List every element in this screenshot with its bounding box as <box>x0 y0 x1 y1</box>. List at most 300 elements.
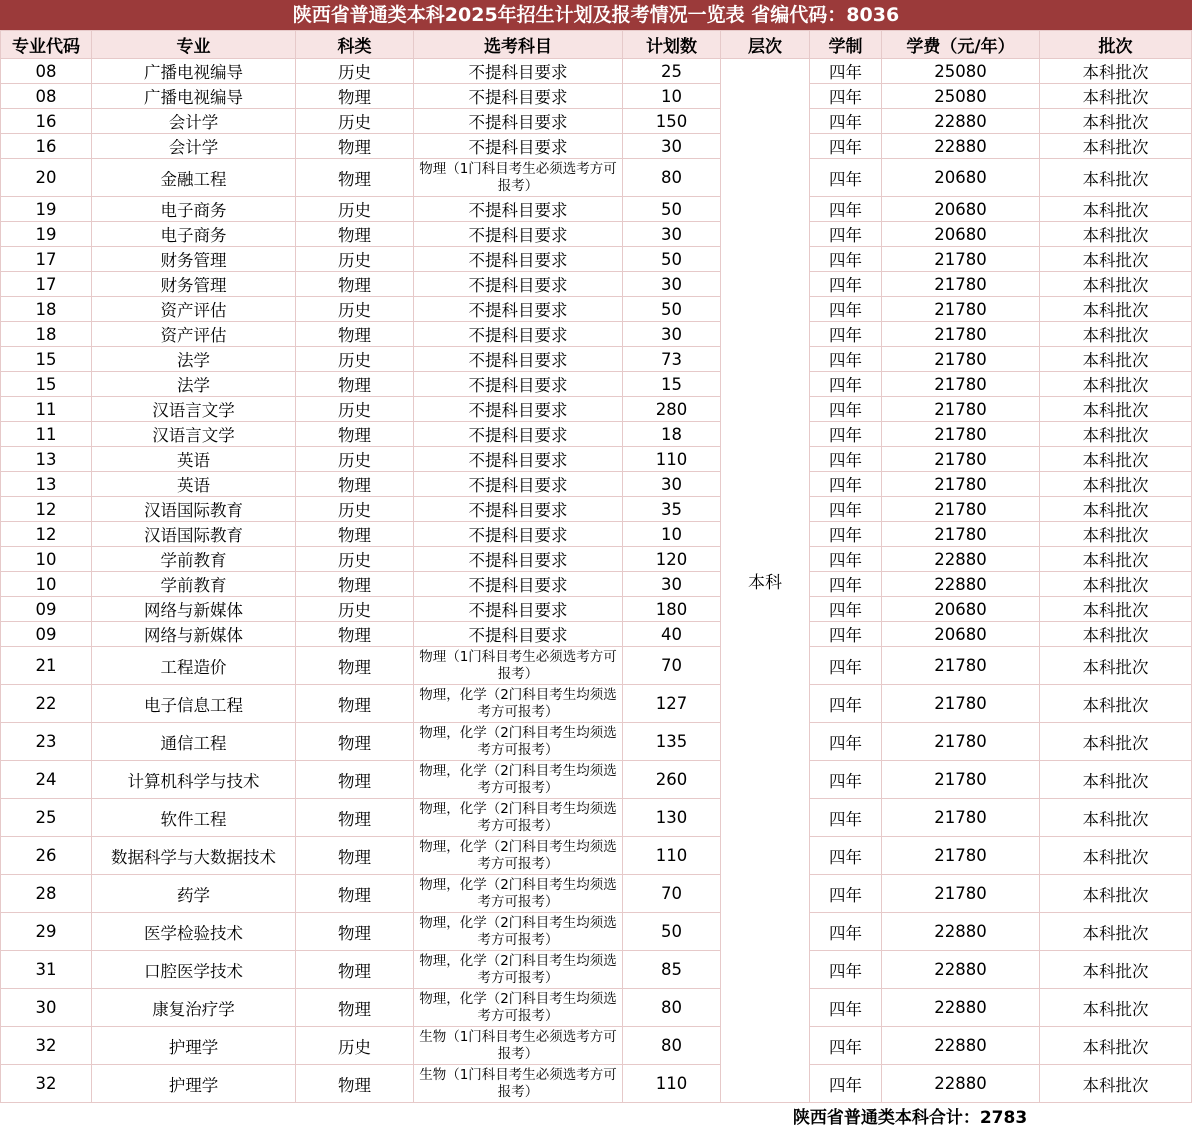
cell-fee: 21780 <box>882 347 1040 372</box>
table-row <box>1 1065 1192 1103</box>
cell-subject: 物理，化学（2门科目考生均须选考方可报考） <box>414 989 623 1027</box>
cell-subject: 不提科目要求 <box>414 547 623 572</box>
cell-fee: 20680 <box>882 622 1040 647</box>
cell-code: 29 <box>1 913 92 951</box>
cell-type: 物理 <box>296 723 414 761</box>
enrollment-table <box>0 30 1192 1103</box>
cell-fee: 21780 <box>882 522 1040 547</box>
cell-code: 09 <box>1 622 92 647</box>
cell-batch: 本科批次 <box>1040 799 1192 837</box>
cell-major: 药学 <box>92 875 296 913</box>
cell-batch: 本科批次 <box>1040 447 1192 472</box>
cell-plan: 73 <box>623 347 721 372</box>
cell-fee: 22880 <box>882 134 1040 159</box>
cell-subject: 不提科目要求 <box>414 247 623 272</box>
cell-years: 四年 <box>810 685 882 723</box>
cell-batch: 本科批次 <box>1040 875 1192 913</box>
cell-type: 物理 <box>296 761 414 799</box>
cell-batch: 本科批次 <box>1040 197 1192 222</box>
cell-code: 19 <box>1 222 92 247</box>
cell-subject: 不提科目要求 <box>414 472 623 497</box>
cell-major: 法学 <box>92 372 296 397</box>
table-row <box>1 109 1192 134</box>
cell-major: 资产评估 <box>92 322 296 347</box>
cell-fee: 21780 <box>882 272 1040 297</box>
table-row <box>1 547 1192 572</box>
table-row <box>1 723 1192 761</box>
cell-code: 15 <box>1 347 92 372</box>
cell-years: 四年 <box>810 109 882 134</box>
cell-plan: 110 <box>623 447 721 472</box>
table-row <box>1 799 1192 837</box>
cell-years: 四年 <box>810 597 882 622</box>
table-row <box>1 913 1192 951</box>
cell-plan: 30 <box>623 134 721 159</box>
cell-years: 四年 <box>810 622 882 647</box>
cell-years: 四年 <box>810 472 882 497</box>
cell-major: 网络与新媒体 <box>92 597 296 622</box>
cell-fee: 21780 <box>882 247 1040 272</box>
cell-type: 物理 <box>296 522 414 547</box>
cell-subject: 物理，化学（2门科目考生均须选考方可报考） <box>414 837 623 875</box>
table-row <box>1 647 1192 685</box>
cell-batch: 本科批次 <box>1040 1065 1192 1103</box>
cell-type: 物理 <box>296 799 414 837</box>
cell-type: 历史 <box>296 497 414 522</box>
cell-subject: 不提科目要求 <box>414 84 623 109</box>
cell-code: 11 <box>1 422 92 447</box>
cell-plan: 30 <box>623 572 721 597</box>
cell-plan: 120 <box>623 547 721 572</box>
cell-type: 物理 <box>296 572 414 597</box>
table-row <box>1 572 1192 597</box>
cell-code: 21 <box>1 647 92 685</box>
cell-type: 历史 <box>296 197 414 222</box>
cell-subject: 生物（1门科目考生必须选考方可报考） <box>414 1065 623 1103</box>
cell-plan: 280 <box>623 397 721 422</box>
cell-batch: 本科批次 <box>1040 597 1192 622</box>
table-row <box>1 372 1192 397</box>
cell-fee: 22880 <box>882 547 1040 572</box>
cell-subject: 不提科目要求 <box>414 522 623 547</box>
cell-years: 四年 <box>810 761 882 799</box>
cell-type: 历史 <box>296 447 414 472</box>
cell-code: 24 <box>1 761 92 799</box>
cell-batch: 本科批次 <box>1040 59 1192 84</box>
table-row <box>1 297 1192 322</box>
cell-major: 英语 <box>92 447 296 472</box>
cell-code: 13 <box>1 447 92 472</box>
cell-type: 物理 <box>296 84 414 109</box>
cell-major: 金融工程 <box>92 159 296 197</box>
cell-years: 四年 <box>810 322 882 347</box>
table-row <box>1 875 1192 913</box>
cell-major: 学前教育 <box>92 572 296 597</box>
cell-plan: 150 <box>623 109 721 134</box>
cell-fee: 21780 <box>882 322 1040 347</box>
cell-code: 11 <box>1 397 92 422</box>
cell-plan: 70 <box>623 875 721 913</box>
cell-fee: 20680 <box>882 197 1040 222</box>
cell-type: 物理 <box>296 422 414 447</box>
cell-fee: 21780 <box>882 447 1040 472</box>
header-cell-major: 专业 <box>92 31 296 59</box>
cell-major: 英语 <box>92 472 296 497</box>
cell-subject: 不提科目要求 <box>414 272 623 297</box>
cell-subject: 物理，化学（2门科目考生均须选考方可报考） <box>414 799 623 837</box>
cell-code: 13 <box>1 472 92 497</box>
cell-years: 四年 <box>810 422 882 447</box>
cell-plan: 30 <box>623 322 721 347</box>
cell-batch: 本科批次 <box>1040 272 1192 297</box>
cell-type: 物理 <box>296 159 414 197</box>
cell-major: 汉语国际教育 <box>92 497 296 522</box>
cell-major: 口腔医学技术 <box>92 951 296 989</box>
cell-code: 22 <box>1 685 92 723</box>
cell-batch: 本科批次 <box>1040 685 1192 723</box>
cell-type: 历史 <box>296 397 414 422</box>
cell-batch: 本科批次 <box>1040 397 1192 422</box>
cell-subject: 不提科目要求 <box>414 597 623 622</box>
cell-plan: 130 <box>623 799 721 837</box>
cell-code: 28 <box>1 875 92 913</box>
cell-type: 物理 <box>296 913 414 951</box>
table-row <box>1 197 1192 222</box>
cell-type: 历史 <box>296 247 414 272</box>
table-row <box>1 837 1192 875</box>
cell-plan: 127 <box>623 685 721 723</box>
cell-subject: 物理，化学（2门科目考生均须选考方可报考） <box>414 723 623 761</box>
table-row <box>1 222 1192 247</box>
cell-years: 四年 <box>810 1065 882 1103</box>
cell-code: 10 <box>1 547 92 572</box>
cell-plan: 260 <box>623 761 721 799</box>
cell-major: 数据科学与大数据技术 <box>92 837 296 875</box>
cell-batch: 本科批次 <box>1040 761 1192 799</box>
cell-fee: 21780 <box>882 297 1040 322</box>
cell-subject: 不提科目要求 <box>414 572 623 597</box>
cell-type: 物理 <box>296 322 414 347</box>
cell-type: 物理 <box>296 685 414 723</box>
cell-major: 软件工程 <box>92 799 296 837</box>
cell-code: 18 <box>1 297 92 322</box>
cell-type: 物理 <box>296 472 414 497</box>
cell-years: 四年 <box>810 222 882 247</box>
cell-years: 四年 <box>810 497 882 522</box>
cell-major: 工程造价 <box>92 647 296 685</box>
table-row <box>1 347 1192 372</box>
cell-code: 17 <box>1 247 92 272</box>
cell-code: 12 <box>1 497 92 522</box>
cell-fee: 22880 <box>882 951 1040 989</box>
cell-major: 汉语言文学 <box>92 397 296 422</box>
header-cell-code: 专业代码 <box>1 31 92 59</box>
cell-code: 09 <box>1 597 92 622</box>
cell-fee: 21780 <box>882 497 1040 522</box>
cell-subject: 不提科目要求 <box>414 397 623 422</box>
cell-type: 历史 <box>296 1027 414 1065</box>
cell-batch: 本科批次 <box>1040 109 1192 134</box>
cell-code: 17 <box>1 272 92 297</box>
cell-subject: 不提科目要求 <box>414 222 623 247</box>
cell-fee: 21780 <box>882 397 1040 422</box>
cell-level: 本科 <box>721 59 810 1103</box>
cell-batch: 本科批次 <box>1040 159 1192 197</box>
cell-code: 19 <box>1 197 92 222</box>
table-row <box>1 84 1192 109</box>
cell-type: 物理 <box>296 372 414 397</box>
cell-major: 通信工程 <box>92 723 296 761</box>
cell-type: 历史 <box>296 59 414 84</box>
cell-major: 汉语言文学 <box>92 422 296 447</box>
cell-years: 四年 <box>810 372 882 397</box>
cell-fee: 21780 <box>882 372 1040 397</box>
cell-years: 四年 <box>810 572 882 597</box>
cell-major: 资产评估 <box>92 297 296 322</box>
cell-years: 四年 <box>810 84 882 109</box>
cell-years: 四年 <box>810 951 882 989</box>
cell-years: 四年 <box>810 989 882 1027</box>
cell-subject: 不提科目要求 <box>414 297 623 322</box>
cell-fee: 20680 <box>882 159 1040 197</box>
table-row <box>1 497 1192 522</box>
cell-plan: 80 <box>623 159 721 197</box>
cell-subject: 生物（1门科目考生必须选考方可报考） <box>414 1027 623 1065</box>
cell-fee: 21780 <box>882 422 1040 447</box>
cell-code: 08 <box>1 84 92 109</box>
cell-batch: 本科批次 <box>1040 951 1192 989</box>
cell-major: 计算机科学与技术 <box>92 761 296 799</box>
cell-type: 物理 <box>296 951 414 989</box>
cell-years: 四年 <box>810 647 882 685</box>
cell-code: 18 <box>1 322 92 347</box>
cell-years: 四年 <box>810 272 882 297</box>
cell-code: 20 <box>1 159 92 197</box>
header-cell-level: 层次 <box>721 31 810 59</box>
cell-plan: 40 <box>623 622 721 647</box>
cell-plan: 15 <box>623 372 721 397</box>
cell-type: 历史 <box>296 347 414 372</box>
cell-years: 四年 <box>810 1027 882 1065</box>
cell-years: 四年 <box>810 297 882 322</box>
cell-subject: 物理（1门科目考生必须选考方可报考） <box>414 647 623 685</box>
cell-major: 法学 <box>92 347 296 372</box>
cell-batch: 本科批次 <box>1040 647 1192 685</box>
cell-type: 物理 <box>296 1065 414 1103</box>
cell-fee: 21780 <box>882 875 1040 913</box>
cell-code: 16 <box>1 109 92 134</box>
header-cell-subject: 选考科目 <box>414 31 623 59</box>
cell-type: 物理 <box>296 272 414 297</box>
cell-batch: 本科批次 <box>1040 1027 1192 1065</box>
table-row <box>1 447 1192 472</box>
table-row <box>1 472 1192 497</box>
cell-years: 四年 <box>810 837 882 875</box>
table-row <box>1 761 1192 799</box>
cell-subject: 不提科目要求 <box>414 447 623 472</box>
cell-fee: 25080 <box>882 59 1040 84</box>
cell-years: 四年 <box>810 875 882 913</box>
cell-major: 医学检验技术 <box>92 913 296 951</box>
cell-code: 10 <box>1 572 92 597</box>
cell-fee: 25080 <box>882 84 1040 109</box>
cell-plan: 80 <box>623 989 721 1027</box>
cell-type: 历史 <box>296 547 414 572</box>
cell-batch: 本科批次 <box>1040 622 1192 647</box>
cell-batch: 本科批次 <box>1040 572 1192 597</box>
cell-subject: 不提科目要求 <box>414 347 623 372</box>
cell-plan: 70 <box>623 647 721 685</box>
cell-batch: 本科批次 <box>1040 522 1192 547</box>
cell-batch: 本科批次 <box>1040 422 1192 447</box>
cell-code: 08 <box>1 59 92 84</box>
header-row <box>1 31 1192 59</box>
cell-code: 26 <box>1 837 92 875</box>
cell-fee: 21780 <box>882 799 1040 837</box>
cell-fee: 22880 <box>882 1065 1040 1103</box>
cell-fee: 22880 <box>882 572 1040 597</box>
table-row <box>1 272 1192 297</box>
cell-subject: 物理，化学（2门科目考生均须选考方可报考） <box>414 875 623 913</box>
table-row <box>1 134 1192 159</box>
cell-plan: 110 <box>623 1065 721 1103</box>
cell-years: 四年 <box>810 522 882 547</box>
cell-type: 物理 <box>296 134 414 159</box>
cell-years: 四年 <box>810 134 882 159</box>
cell-years: 四年 <box>810 347 882 372</box>
cell-years: 四年 <box>810 197 882 222</box>
cell-plan: 10 <box>623 522 721 547</box>
cell-type: 物理 <box>296 989 414 1027</box>
cell-subject: 不提科目要求 <box>414 622 623 647</box>
cell-fee: 20680 <box>882 597 1040 622</box>
cell-major: 广播电视编导 <box>92 84 296 109</box>
cell-fee: 20680 <box>882 222 1040 247</box>
cell-plan: 10 <box>623 84 721 109</box>
table-row <box>1 422 1192 447</box>
header-cell-years: 学制 <box>810 31 882 59</box>
cell-fee: 22880 <box>882 109 1040 134</box>
cell-plan: 110 <box>623 837 721 875</box>
table-row <box>1 59 1192 84</box>
cell-type: 历史 <box>296 109 414 134</box>
cell-type: 物理 <box>296 222 414 247</box>
cell-fee: 21780 <box>882 761 1040 799</box>
cell-plan: 135 <box>623 723 721 761</box>
cell-major: 会计学 <box>92 134 296 159</box>
cell-plan: 50 <box>623 247 721 272</box>
cell-code: 32 <box>1 1027 92 1065</box>
cell-subject: 不提科目要求 <box>414 134 623 159</box>
cell-subject: 物理（1门科目考生必须选考方可报考） <box>414 159 623 197</box>
cell-plan: 25 <box>623 59 721 84</box>
cell-major: 学前教育 <box>92 547 296 572</box>
cell-years: 四年 <box>810 447 882 472</box>
cell-subject: 不提科目要求 <box>414 372 623 397</box>
cell-years: 四年 <box>810 159 882 197</box>
cell-code: 23 <box>1 723 92 761</box>
cell-code: 15 <box>1 372 92 397</box>
cell-plan: 18 <box>623 422 721 447</box>
cell-code: 25 <box>1 799 92 837</box>
cell-major: 财务管理 <box>92 272 296 297</box>
cell-batch: 本科批次 <box>1040 322 1192 347</box>
table-row <box>1 247 1192 272</box>
cell-subject: 不提科目要求 <box>414 497 623 522</box>
cell-code: 12 <box>1 522 92 547</box>
cell-batch: 本科批次 <box>1040 497 1192 522</box>
table-row <box>1 989 1192 1027</box>
cell-major: 汉语国际教育 <box>92 522 296 547</box>
cell-batch: 本科批次 <box>1040 297 1192 322</box>
cell-plan: 80 <box>623 1027 721 1065</box>
cell-batch: 本科批次 <box>1040 723 1192 761</box>
cell-years: 四年 <box>810 799 882 837</box>
cell-type: 物理 <box>296 875 414 913</box>
table-row <box>1 951 1192 989</box>
table-row <box>1 159 1192 197</box>
cell-major: 电子商务 <box>92 197 296 222</box>
table-row <box>1 322 1192 347</box>
cell-subject: 不提科目要求 <box>414 109 623 134</box>
cell-batch: 本科批次 <box>1040 989 1192 1027</box>
cell-plan: 50 <box>623 197 721 222</box>
cell-batch: 本科批次 <box>1040 247 1192 272</box>
cell-type: 物理 <box>296 837 414 875</box>
cell-subject: 不提科目要求 <box>414 322 623 347</box>
cell-batch: 本科批次 <box>1040 837 1192 875</box>
cell-major: 财务管理 <box>92 247 296 272</box>
cell-years: 四年 <box>810 247 882 272</box>
cell-batch: 本科批次 <box>1040 472 1192 497</box>
cell-major: 护理学 <box>92 1027 296 1065</box>
cell-type: 物理 <box>296 647 414 685</box>
cell-code: 32 <box>1 1065 92 1103</box>
cell-subject: 物理，化学（2门科目考生均须选考方可报考） <box>414 913 623 951</box>
cell-plan: 85 <box>623 951 721 989</box>
cell-plan: 30 <box>623 272 721 297</box>
cell-batch: 本科批次 <box>1040 372 1192 397</box>
cell-subject: 不提科目要求 <box>414 197 623 222</box>
cell-years: 四年 <box>810 913 882 951</box>
cell-subject: 物理，化学（2门科目考生均须选考方可报考） <box>414 951 623 989</box>
page-title: 陕西省普通类本科2025年招生计划及报考情况一览表 省编代码：8036 <box>0 0 1192 30</box>
header-cell-type: 科类 <box>296 31 414 59</box>
cell-plan: 50 <box>623 913 721 951</box>
cell-fee: 22880 <box>882 1027 1040 1065</box>
cell-code: 31 <box>1 951 92 989</box>
cell-fee: 21780 <box>882 685 1040 723</box>
cell-years: 四年 <box>810 59 882 84</box>
header-cell-batch: 批次 <box>1040 31 1192 59</box>
table-row <box>1 685 1192 723</box>
cell-batch: 本科批次 <box>1040 913 1192 951</box>
cell-plan: 30 <box>623 472 721 497</box>
cell-type: 物理 <box>296 622 414 647</box>
table-row <box>1 597 1192 622</box>
cell-subject: 物理，化学（2门科目考生均须选考方可报考） <box>414 685 623 723</box>
cell-plan: 35 <box>623 497 721 522</box>
cell-batch: 本科批次 <box>1040 134 1192 159</box>
cell-fee: 22880 <box>882 913 1040 951</box>
cell-type: 历史 <box>296 597 414 622</box>
cell-major: 护理学 <box>92 1065 296 1103</box>
cell-plan: 30 <box>623 222 721 247</box>
table-row <box>1 622 1192 647</box>
cell-fee: 21780 <box>882 647 1040 685</box>
cell-subject: 物理，化学（2门科目考生均须选考方可报考） <box>414 761 623 799</box>
cell-type: 历史 <box>296 297 414 322</box>
